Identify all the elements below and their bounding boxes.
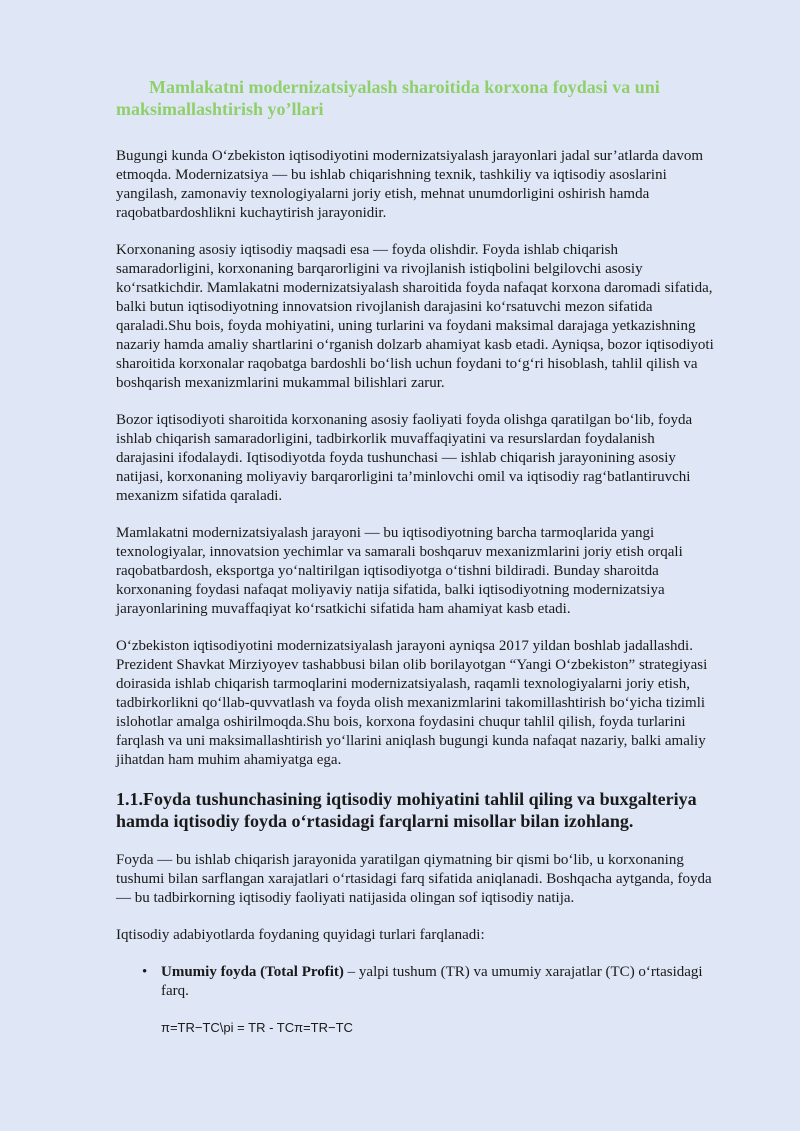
section-paragraph-1: Foyda — bu ishlab chiqarish jarayonida yaratilgan qiymatning bir qismi bo‘lib, u korxonaning tushumi bilan sarflangan xarajatlari o‘rtasidagi farq sifatida aniqlanadi. Boshqacha aytganda, foyda — bu tadbirkorning iqtisodiy faoliyati natijasida olingan sof iqtisodiy natija. <box>116 852 712 906</box>
paragraph-1: Bugungi kunda O‘zbekiston iqtisodiyotini modernizatsiyalash jarayonlari jadal sur’atlarda davom etmoqda. Modernizatsiya — bu ishlab chiqarishning texnik, tashkiliy va iqtisodiy asoslarini yangilash, zamonaviy texnologiyalarni joriy etish, mehnat unumdorligini oshirish hamda raqobatbardoshlikni kuchaytirish jarayonidir. <box>116 148 704 221</box>
paragraph-4: Mamlakatni modernizatsiyalash jarayoni — bu iqtisodiyotning barcha tarmoqlarida yangi texnologiyalar, innovatsion yechimlar va samarali boshqaruv mexanizmlarini joriy etish orqali raqobatbardosh, eksportga yo‘naltirilgan iqtisodiyotga o‘tishni bildiradi. Bunday sharoitda korxonaning foydasi nafaqat moliyaviy natija sifatida, balki iqtisodiyotning modernizatsiya jarayonlarining muvaffaqiyat ko‘rsatkichi sifatida ham ahamiyat kasb etadi. <box>116 525 683 617</box>
document-title: Mamlakatni modernizatsiyalash sharoitida korxona foydasi va uni maksimallashtirish yo’llari <box>116 77 660 119</box>
paragraph-2: Korxonaning asosiy iqtisodiy maqsadi esa — foyda olishdir. Foyda ishlab chiqarish samaradorligini, korxonaning barqarorligini va rivojlanish istiqbolini belgilovchi asosiy ko‘rsatkichdir. Mamlakatni modernizatsiyalash sharoitida foyda nafaqat korxona daromadi sifatida, balki butun iqtisodiyotning innovatsion rivojlanish darajasini ko‘rsatuvchi mezon sifatida qaraladi.Shu bois, foyda mohiyatini, uning turlarini va foydani maksimal darajaga yetkazishning nazariy hamda amaliy shartlarini o‘rganish dolzarb ahamiyat kasb etadi. Ayniqsa, bozor iqtisodiyoti sharoitida korxonalar raqobatga bardoshli bo‘lish uchun foydani to‘g‘ri hisoblash, tahlil qilish va boshqarish mexanizmlarini mukammal bilishlari zarur. <box>116 242 714 391</box>
profit-types-list <box>116 963 716 1037</box>
bullet-icon: • <box>142 964 148 980</box>
paragraph-3: Bozor iqtisodiyoti sharoitida korxonaning asosiy faoliyati foyda olishga qaratilgan bo‘lib, foyda ishlab chiqarish samaradorligini, tadbirkorlik muvaffaqiyatini va resurslardan foydalanish darajasini ifodalaydi. Iqtisodiyotda foyda tushunchasi — ishlab chiqarish jarayonining asosiy natijasi, korxonaning moliyaviy barqarorligini ta’minlovchi omil va iqtisodiy rag‘batlantiruvchi mexanizm sifatida qaraladi. <box>116 412 693 504</box>
section-paragraph-2: Iqtisodiy adabiyotlarda foydaning quyidagi turlari farqlanadi: <box>116 927 485 943</box>
profit-formula: π=TR−TC\pi = TR - TCπ=TR−TC <box>161 1020 353 1035</box>
paragraph-5: O‘zbekiston iqtisodiyotini modernizatsiyalash jarayoni ayniqsa 2017 yildan boshlab jadallashdi. Prezident Shavkat Mirziyoyev tashabbusi bilan olib borilayotgan “Yangi O‘zbekiston” strategiyasi doirasida ishlab chiqarish tarmoqlarini modernizatsiyalash, raqamli texnologiyalarni joriy etish, tadbirkorlikni qo‘llab-quvvatlash va foyda olish mexanizmlarini takomillashtirish bo‘yicha tizimli islohotlar amalga oshirilmoqda.Shu bois, korxona foydasini chuqur tahlil qilish, foyda turlarini farqlash va uni maksimallashtirish yo‘llarini aniqlash bugungi kunda nafaqat nazariy, balki amaliy jihatdan ham muhim ahamiyatga ega. <box>116 638 708 768</box>
bullet-text: – yalpi tushum (TR) va umumiy xarajatlar (TC) o‘rtasidagi farq. <box>161 964 703 999</box>
section-heading: 1.1.Foyda tushunchasining iqtisodiy mohiyatini tahlil qiling va buxgalteriya hamda iqtisodiy foyda o‘rtasidagi farqlarni misollar bilan izohlang. <box>116 789 697 831</box>
list-item <box>116 963 716 1037</box>
bullet-term: Umumiy foyda (Total Profit) <box>161 964 344 980</box>
